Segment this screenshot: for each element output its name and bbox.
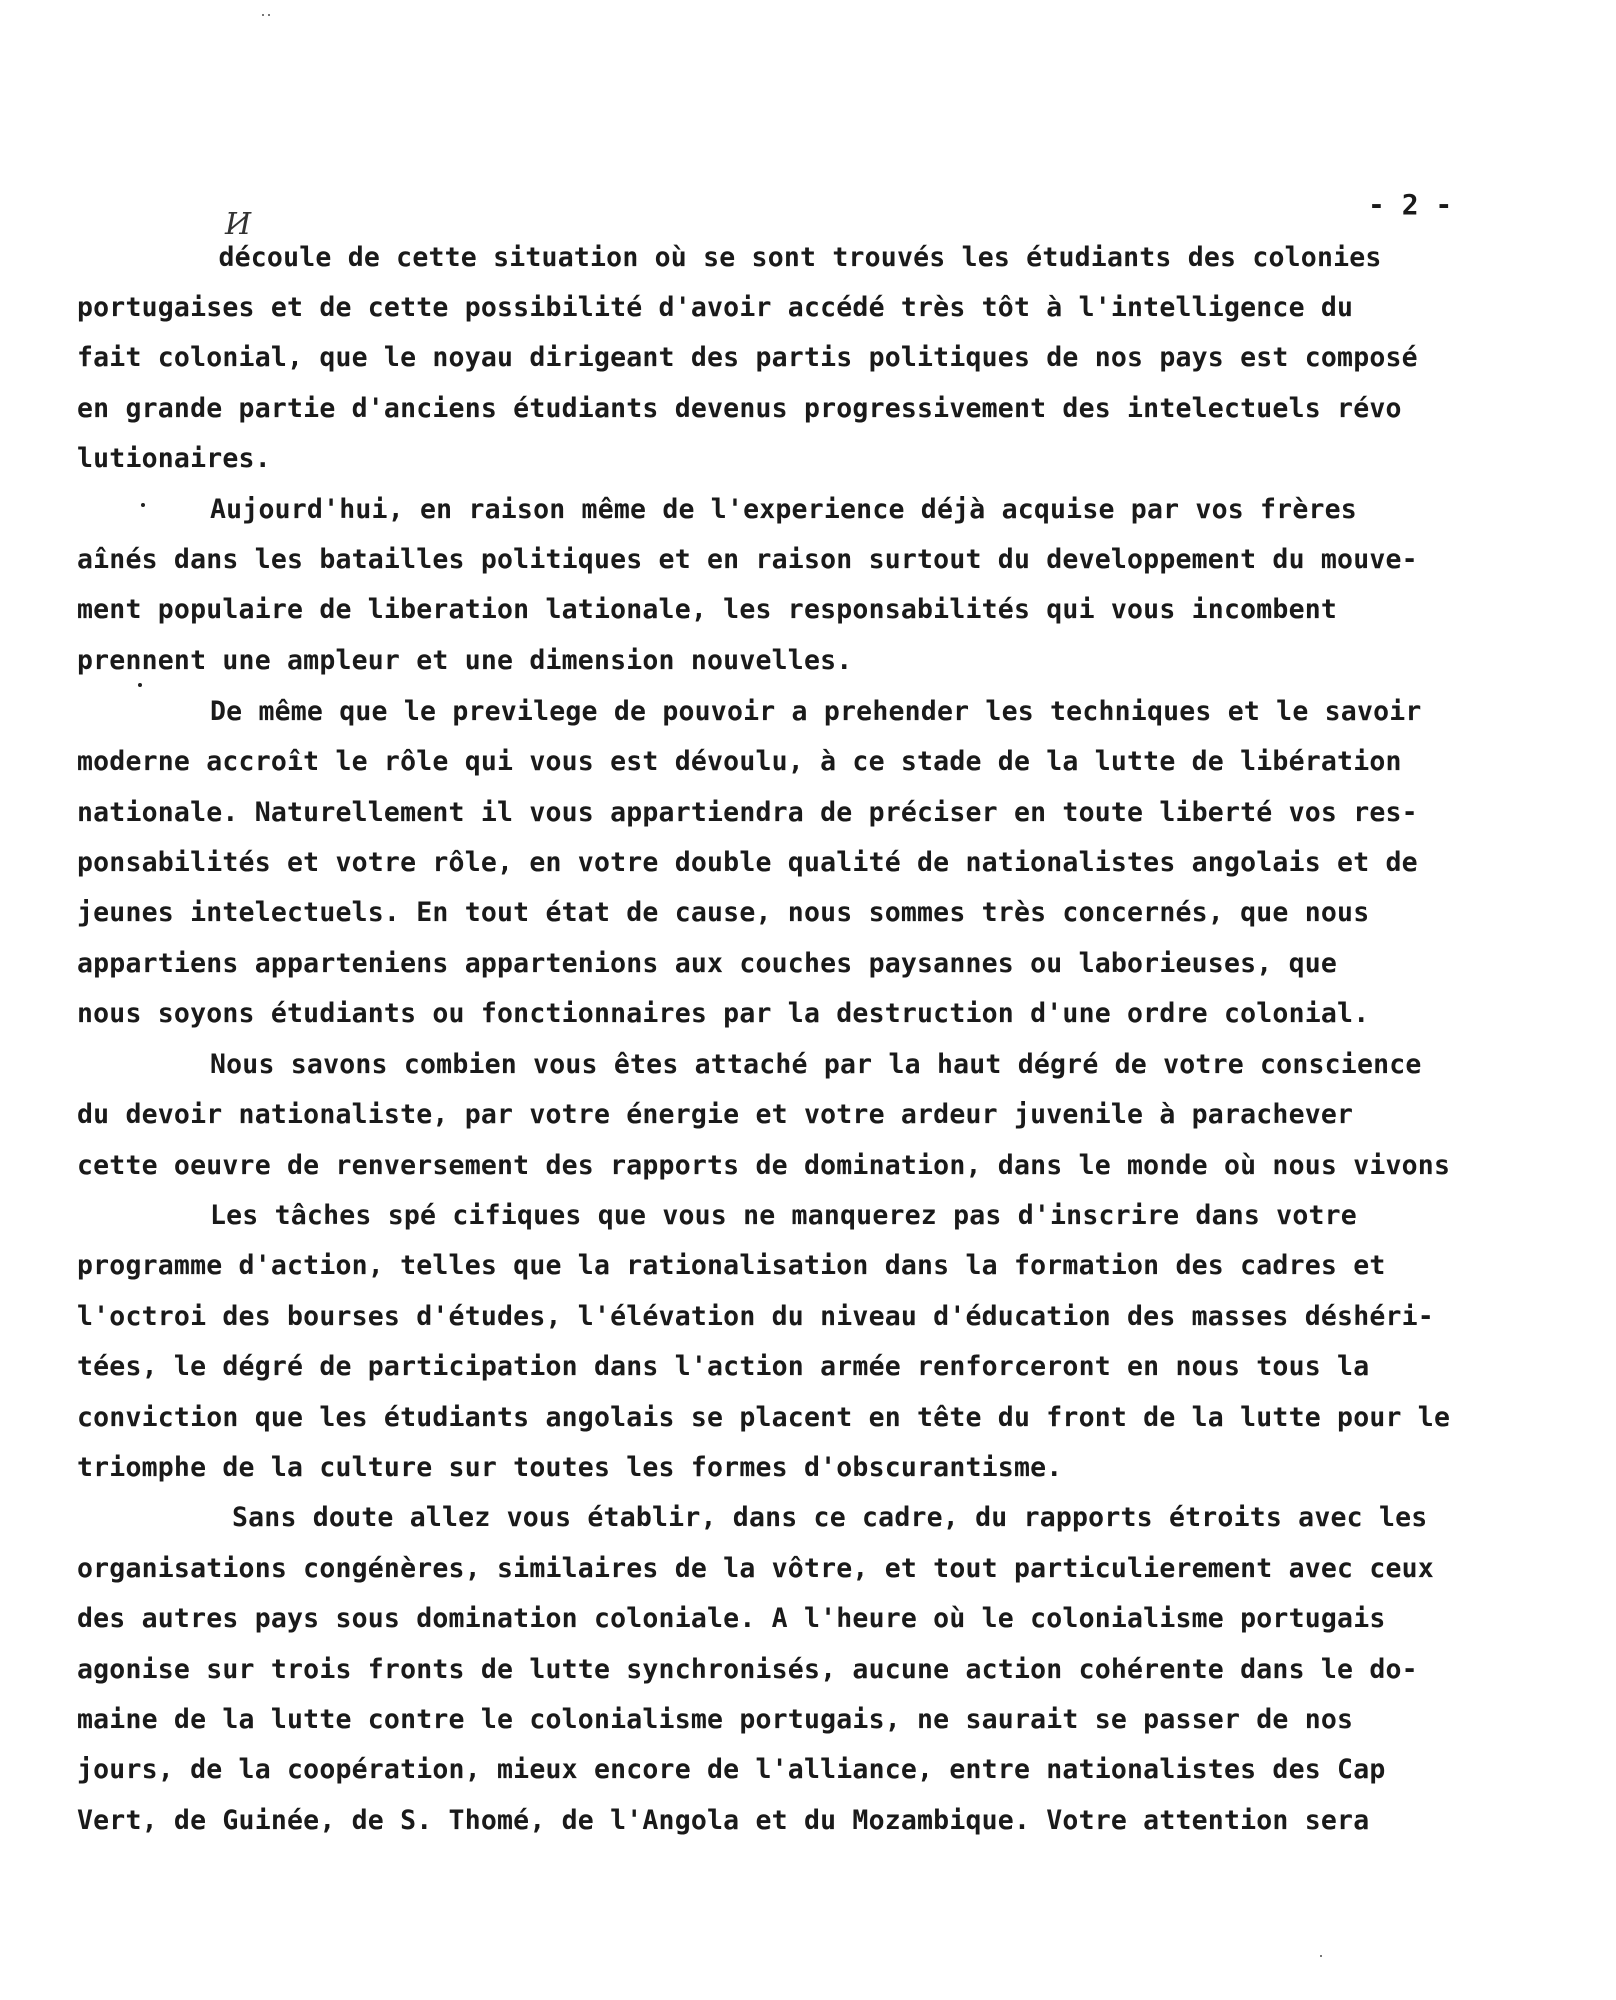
scan-speck bbox=[262, 14, 264, 16]
text-line: l'octroi des bourses d'études, l'élévation du niveau d'éducation des masses déshéri- bbox=[77, 1301, 1434, 1332]
text-line: nationale. Naturellement il vous appartiendra de préciser en toute liberté vos res- bbox=[77, 797, 1418, 828]
text-line: fait colonial, que le noyau dirigeant des partis politiques de nos pays est composé bbox=[77, 342, 1418, 373]
text-line: Les tâches spé cifiques que vous ne manquerez pas d'inscrire dans votre bbox=[210, 1200, 1357, 1231]
text-line: prennent une ampleur et une dimension nouvelles. bbox=[77, 645, 853, 676]
text-line: organisations congénères, similaires de la vôtre, et tout particulierement avec ceux bbox=[77, 1553, 1434, 1584]
text-line: nous soyons étudiants ou fonctionnaires par la destruction d'une ordre colonial. bbox=[77, 998, 1370, 1029]
text-line: appartiens apparteniens appartenions aux couches paysannes ou laborieuses, que bbox=[77, 948, 1338, 979]
text-line: ponsabilités et votre rôle, en votre double qualité de nationalistes angolais et de bbox=[77, 847, 1418, 878]
scan-speck bbox=[1320, 1955, 1322, 1957]
scan-speck bbox=[268, 14, 270, 16]
text-line: tées, le dégré de participation dans l'action armée renforceront en nous tous la bbox=[77, 1351, 1370, 1382]
text-line: découle de cette situation où se sont trouvés les étudiants des colonies bbox=[170, 242, 1382, 273]
text-line: portugaises et de cette possibilité d'avoir accédé très tôt à l'intelligence du bbox=[77, 292, 1354, 323]
text-line: du devoir nationaliste, par votre énergie et votre ardeur juvenile à parachever bbox=[77, 1099, 1354, 1130]
text-line: triomphe de la culture sur toutes les formes d'obscurantisme. bbox=[77, 1452, 1063, 1483]
text-line: jeunes intelectuels. En tout état de cause, nous sommes très concernés, que nous bbox=[77, 897, 1370, 928]
stray-mark bbox=[141, 503, 145, 507]
text-line: cette oeuvre de renversement des rapports de domination, dans le monde où nous vivons bbox=[77, 1150, 1451, 1181]
text-line: agonise sur trois fronts de lutte synchronisés, aucune action cohérente dans le do- bbox=[77, 1654, 1418, 1685]
page-number: - 2 - bbox=[1368, 188, 1453, 221]
text-line: De même que le previlege de pouvoir a prehender les techniques et le savoir bbox=[210, 696, 1422, 727]
text-line: lutionaires. bbox=[77, 443, 271, 474]
text-line: Aujourd'hui, en raison même de l'experience déjà acquise par vos frères bbox=[210, 494, 1357, 525]
text-line: moderne accroît le rôle qui vous est dévoulu, à ce stade de la lutte de libération bbox=[77, 746, 1402, 777]
text-line: programme d'action, telles que la rationalisation dans la formation des cadres et bbox=[77, 1250, 1386, 1281]
text-line: des autres pays sous domination coloniale. A l'heure où le colonialisme portugais bbox=[77, 1603, 1386, 1634]
text-line: conviction que les étudiants angolais se placent en tête du front de la lutte pour le bbox=[77, 1402, 1451, 1433]
text-line: Nous savons combien vous êtes attaché par la haut dégré de votre conscience bbox=[210, 1049, 1422, 1080]
text-line: ment populaire de liberation lationale, les responsabilités qui vous incombent bbox=[77, 594, 1338, 625]
text-line: Sans doute allez vous établir, dans ce cadre, du rapports étroits avec les bbox=[232, 1502, 1428, 1533]
text-line: jours, de la coopération, mieux encore de l'alliance, entre nationalistes des Cap bbox=[77, 1754, 1386, 1785]
text-line: Vert, de Guinée, de S. Thomé, de l'Angola et du Mozambique. Votre attention sera bbox=[77, 1805, 1370, 1836]
stray-mark bbox=[138, 683, 142, 687]
handwritten-annotation: И bbox=[225, 207, 252, 242]
text-line: aînés dans les batailles politiques et en raison surtout du developpement du mouve- bbox=[77, 544, 1418, 575]
text-line: maine de la lutte contre le colonialisme portugais, ne saurait se passer de nos bbox=[77, 1704, 1354, 1735]
text-line: en grande partie d'anciens étudiants devenus progressivement des intelectuels révo bbox=[77, 393, 1402, 424]
